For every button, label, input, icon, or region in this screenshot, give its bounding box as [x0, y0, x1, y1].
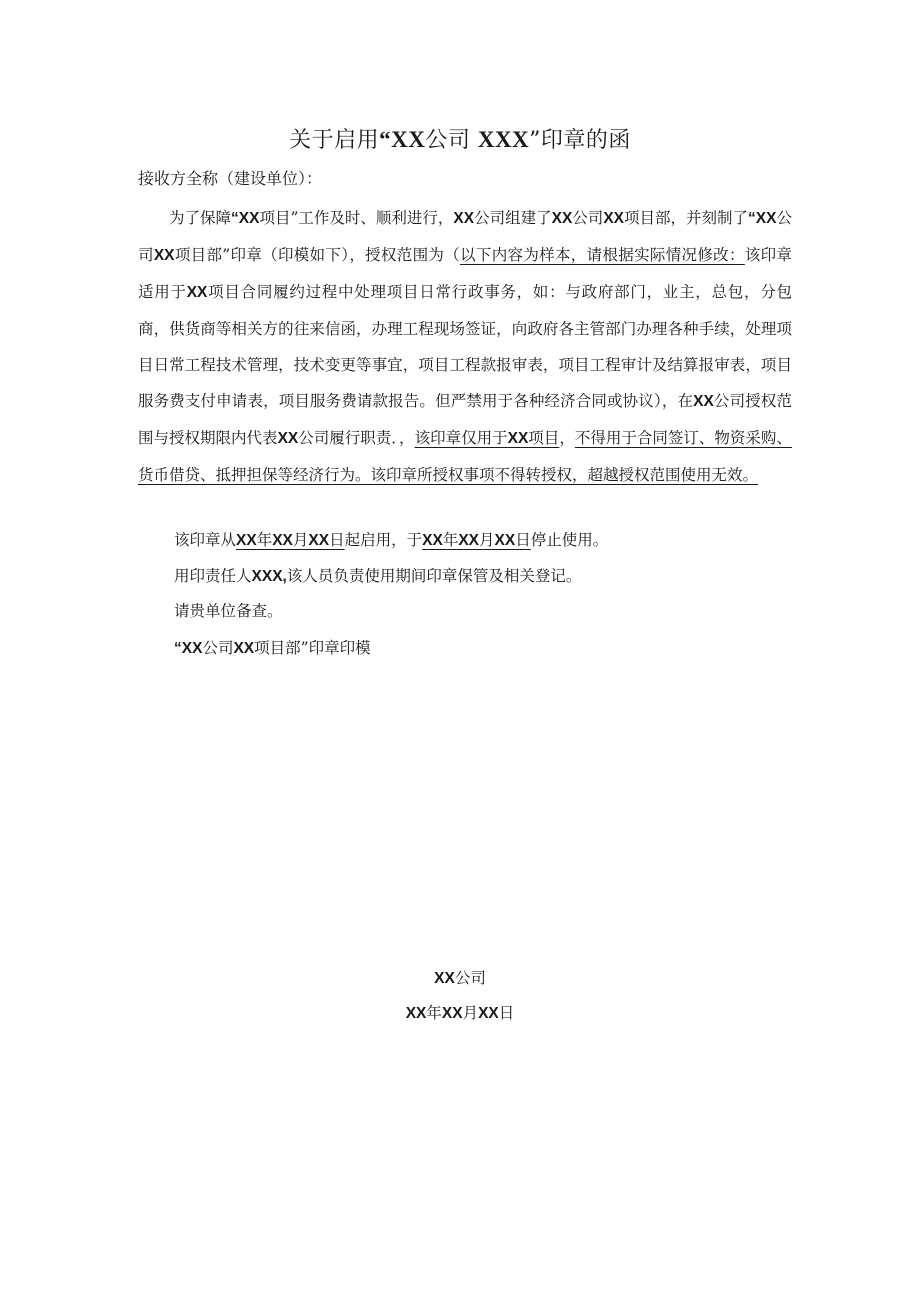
recipient-line: 接收方全称（建设单位）： — [138, 169, 323, 188]
start-date: XX年XX月XX日 — [236, 531, 345, 549]
validity-period: 该印章从XX年XX月XX日起启用，于XX年XX月XX日停止使用。 — [174, 531, 609, 549]
signature-date: XX年XX月XX日 — [405, 1004, 515, 1022]
company-signature: XX公司 — [434, 969, 486, 987]
usage-restriction: 该印章仅用于XX项目 — [414, 429, 560, 447]
end-date: XX年XX月XX日 — [422, 531, 531, 549]
sample-note: 以下内容为样本，请根据实际情况修改： — [460, 246, 745, 264]
responsible-person-line: 用印责任人XXX,该人员负责使用期间印章保管及相关登记。 — [174, 567, 582, 585]
authorization-paragraph: 为了保障“XX项目”工作及时、顺利进行，XX公司组建了XX公司XX项目部，并刻制了“XX公司XX项目部”印章（印模如下），授权范围为（以下内容为样本，请根据实际情况修改：该印章适用于XX项目合同履约过程中处理项目日常行政事务，如：与政府部门，业主，总包，分包商，供货商等相关方的往来信函，办理工程现场签证，向政府各主管部门办理各种手续，处理项目日常工程技术管理，技术变更等事宜，项目工程款报审表，项目工程审计及结算报审表，项目服务费支付申请表，项目服务费请款报告。但严禁用于各种经济合同或协议），在XX公司授权范围与授权期限内代表XX公司履行职责．，该印章仅用于XX项目，不得用于合同签订、物资采购、货币借贷、抵押担保等经济行为。该印章所授权事项不得转授权，超越授权范围使用无效。 — [138, 209, 792, 484]
filing-request: 请贵单位备查。 — [174, 602, 283, 620]
prohibition-clause: 不得用于合同签订、物资采购、货币借贷、抵押担保等经济行为。该印章所授权事项不得转授权，超越授权范围使用无效。 — [138, 429, 792, 484]
document-title: 关于启用“XX公司 XXX”印章的函 — [289, 127, 631, 153]
seal-impression-caption: “XX公司XX项目部”印章印模 — [174, 639, 371, 657]
